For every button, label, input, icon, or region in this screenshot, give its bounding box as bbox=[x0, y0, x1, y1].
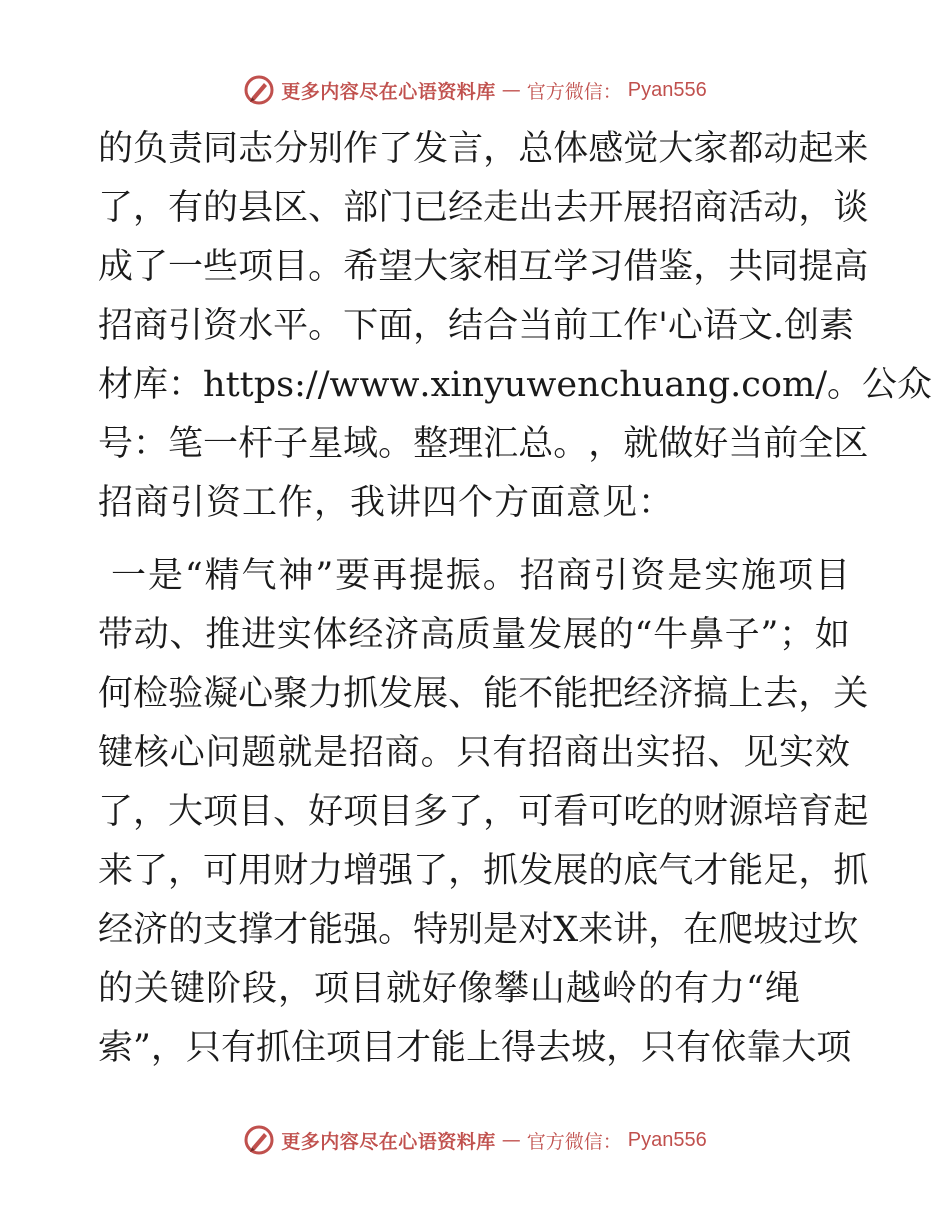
text-line: 何 检 验 凝 心 聚 力 抓 发 展 、 能 不 能 把 经 济 搞 上 去 ， 关 bbox=[98, 674, 869, 714]
header-wechat-label: 官方微信： bbox=[526, 80, 622, 103]
text-line: 一 是 “ 精 气 神 ” 要 再 提 振 。 招 商 引 资 是 实 施 项 目 bbox=[111, 556, 850, 596]
text-line: 的 负 责 同 志 分 别 作 了 发 言 ， 总 体 感 觉 大 家 都 动 起 来 bbox=[98, 129, 869, 169]
header-banner bbox=[0, 70, 950, 110]
text-line: 成 了 一 些 项 目 。 希 望 大 家 相 互 学 习 借 鉴 ， 共 同 提 高 bbox=[98, 247, 869, 287]
header-separator: — bbox=[501, 79, 521, 101]
text-line: 了 ， 有 的 县 区 、 部 门 已 经 走 出 去 开 展 招 商 活 动 ， 谈 bbox=[98, 188, 869, 228]
paragraph-2 bbox=[98, 547, 869, 1078]
text-line: 号 ： 笔 一 杆 子 星 域 。 整 理 汇 总 。 ， 就 做 好 当 前 全 区 bbox=[98, 424, 869, 464]
document-body bbox=[98, 120, 933, 1078]
header-banner-text: 更多内容尽在心语资料库 bbox=[281, 80, 496, 103]
text-line: 的关键阶段，项目就好像攀山越岭的有力“绳 bbox=[98, 969, 801, 1009]
pen-logo-icon bbox=[243, 1124, 275, 1156]
pen-logo-icon bbox=[243, 74, 275, 106]
header-wechat-id: Pyan556 bbox=[627, 78, 707, 101]
footer-wechat-label: 官方微信： bbox=[526, 1130, 622, 1153]
footer-banner-text: 更多内容尽在心语资料库 bbox=[281, 1130, 496, 1153]
text-line: 材 库 ： h t t p s : / / w w w . x i n y u w e n c h u a n g . c o m / 。 公 众 bbox=[98, 365, 933, 405]
text-line: 了 ， 大 项 目 、 好 项 目 多 了 ， 可 看 可 吃 的 财 源 培 育 起 bbox=[98, 792, 869, 832]
text-line: 经 济 的 支 撑 才 能 强 。 特 别 是 对 X 来 讲 ， 在 爬 坡 过 坎 bbox=[98, 910, 859, 950]
paragraph-gap bbox=[98, 533, 850, 547]
text-line: 索 ” ， 只 有 抓 住 项 目 才 能 上 得 去 坡 ， 只 有 依 靠 大 项 bbox=[98, 1028, 852, 1068]
text-line: 带 动 、 推 进 实 体 经 济 高 质 量 发 展 的 “ 牛 鼻 子 ” ； 如 bbox=[98, 615, 850, 655]
footer-separator: — bbox=[501, 1129, 521, 1151]
footer-banner bbox=[0, 1120, 950, 1160]
paragraph-1 bbox=[98, 120, 933, 533]
text-line: 招 商 引 资 水 平 。 下 面 ， 结 合 当 前 工 作 ' 心 语 文 . 创 素 bbox=[98, 306, 855, 346]
text-line: 来 了 ， 可 用 财 力 增 强 了 ， 抓 发 展 的 底 气 才 能 足 ， 抓 bbox=[98, 851, 869, 891]
footer-wechat-id: Pyan556 bbox=[627, 1128, 707, 1151]
text-line: 键 核 心 问 题 就 是 招 商 。 只 有 招 商 出 实 招 、 见 实 效 bbox=[98, 733, 850, 773]
text-line: 招商引资工作，我讲四个方面意见： bbox=[98, 483, 675, 523]
